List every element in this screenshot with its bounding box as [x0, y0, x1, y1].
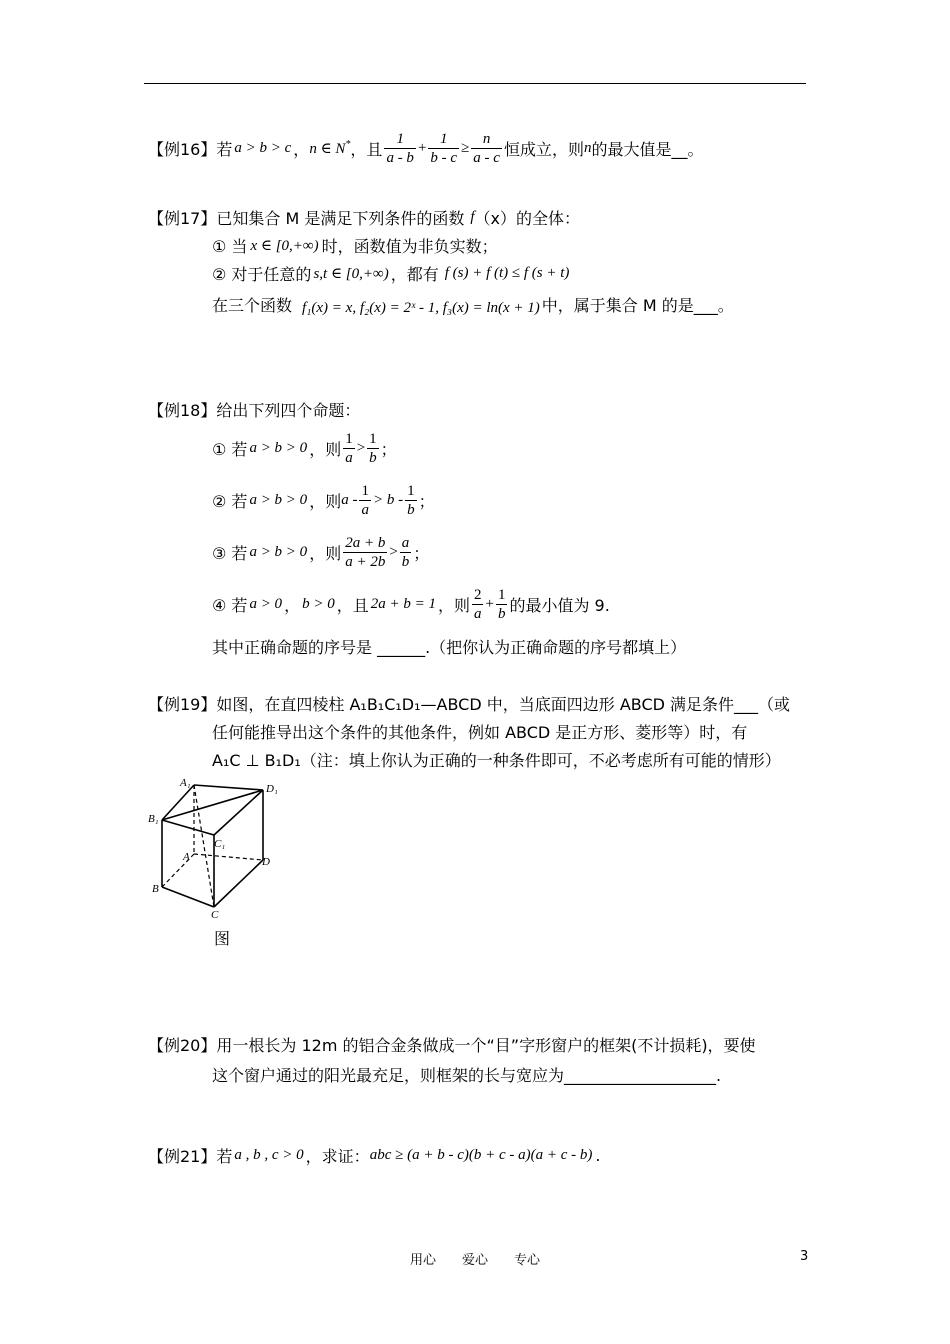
math-text: a > 0 — [249, 595, 283, 612]
text: ，且 — [336, 595, 369, 615]
numerator: a — [401, 534, 410, 551]
math-text: s,t ∈ [0,+∞) — [313, 265, 389, 282]
text: 在三个函数 — [212, 295, 293, 315]
math-text: a - — [341, 491, 358, 508]
text: ，则 — [437, 595, 470, 615]
proposition-2 — [212, 480, 435, 520]
example-label: 【例18】 — [148, 400, 217, 420]
numerator: 2a + b — [345, 534, 386, 551]
label-b1: B₁ — [148, 813, 159, 825]
example-18-intro — [148, 398, 360, 420]
math-text: f — [470, 208, 475, 225]
example-17-cond-3 — [212, 292, 734, 316]
numerator: n — [471, 130, 502, 149]
proposition-3 — [212, 532, 429, 572]
sup: * — [345, 138, 351, 150]
example-19-line-1 — [148, 692, 790, 715]
fraction — [400, 534, 412, 571]
example-19-line-2: 任何能推导出这个条件的其他条件，例如 ABCD 是正方形、菱形等）时，有 — [212, 723, 748, 742]
text: ③ 若 — [212, 543, 248, 563]
math-cond: a > b > c — [234, 139, 292, 156]
text: 已知集合 M 是满足下列条件的函数 — [216, 208, 465, 228]
numerator: 1 — [369, 430, 377, 447]
text: 用一根长为 12m 的铝合金条做成一个“目”字形窗户的框架(不计损耗)，要使 — [216, 1036, 756, 1055]
example-17-line-1 — [148, 206, 580, 228]
text: 如图，在直四棱柱 A₁B₁C₁D₁—ABCD 中，当底面四边形 ABCD 满足条件___（或 — [216, 695, 791, 714]
example-17-cond-1 — [212, 234, 498, 256]
operator: ≥ — [461, 139, 470, 156]
fraction — [471, 130, 502, 167]
math-text: f (s) + f (t) ≤ f (s + t) — [444, 264, 570, 281]
example-16 — [148, 128, 703, 168]
text: 的最小值为 9. — [509, 595, 610, 615]
example-label: 【例19】 — [148, 695, 217, 714]
math-cond — [309, 139, 350, 158]
fraction — [405, 482, 417, 519]
numerator: 1 — [407, 482, 415, 499]
fraction — [496, 586, 508, 623]
example-20-line-2: 这个窗户通过的阳光最充足，则框架的长与宽应为___________________. — [212, 1066, 722, 1085]
proposition-4 — [212, 584, 610, 624]
text: 若 — [216, 1146, 233, 1166]
text: . — [595, 1145, 601, 1165]
math-text: a > b > 0 — [249, 439, 308, 456]
numerator: 1 — [361, 482, 369, 499]
text: ，都有 — [390, 264, 439, 284]
page-footer: 用心 爱心 专心 — [409, 1253, 540, 1268]
numerator: 1 — [497, 586, 506, 603]
math-text: b > 0 — [302, 595, 335, 612]
fraction — [472, 586, 484, 623]
text: ； — [418, 491, 435, 511]
text: 时，函数值为非负实数； — [321, 236, 498, 256]
denominator: a - c — [473, 149, 500, 166]
page-number: 3 — [800, 1249, 809, 1264]
example-18-answer: 其中正确命题的序号是 ______.（把你认为正确命题的序号都填上） — [212, 638, 687, 657]
text: ； — [380, 439, 397, 459]
denominator: b — [407, 501, 415, 518]
text: 的最大值是__。 — [591, 139, 704, 159]
text: ， — [293, 139, 310, 159]
label-c: C — [211, 909, 219, 920]
text: 恒成立，则 — [503, 139, 584, 159]
fraction — [343, 534, 387, 571]
text: ，则 — [309, 543, 342, 563]
text: （x）的全体： — [474, 208, 581, 228]
operator: + — [485, 595, 494, 612]
example-20-line-1 — [148, 1033, 756, 1056]
operator: > — [389, 543, 398, 560]
math-text: x ∈ [0,+∞) — [250, 237, 319, 254]
text: ； — [413, 543, 430, 563]
prism-figure — [140, 770, 300, 920]
math-text: a > b > 0 — [249, 491, 308, 508]
label-b: B — [152, 883, 159, 895]
fraction — [367, 430, 379, 467]
numerator: 2 — [473, 586, 482, 603]
denominator: b — [401, 553, 410, 570]
math-text: a , b , c > 0 — [234, 1146, 304, 1163]
label-d: D — [262, 856, 270, 868]
text: ， — [284, 595, 301, 615]
math-text: n ∈ N — [309, 140, 346, 157]
math-text: abc ≥ (a + b - c)(b + c - a)(a + c - b) — [369, 1146, 593, 1163]
example-label: 【例17】 — [148, 208, 217, 228]
fraction — [428, 130, 459, 167]
figure-caption: 图 — [214, 931, 231, 948]
text: ② 若 — [212, 491, 248, 511]
label-a: A — [183, 851, 190, 863]
text: 给出下列四个命题： — [216, 400, 361, 420]
math-text: a > b > 0 — [249, 543, 308, 560]
denominator: b — [369, 449, 377, 466]
math-text: > b - — [372, 491, 404, 508]
header-rule — [144, 83, 806, 84]
label-d1: D₁ — [266, 783, 278, 795]
text: 中，属于集合 M 的是___。 — [541, 295, 734, 315]
numerator: 1 — [345, 430, 353, 447]
example-label: 【例16】 — [148, 139, 217, 159]
math-text: n — [583, 139, 592, 156]
operator: + — [417, 139, 427, 156]
proposition-1 — [212, 428, 397, 468]
denominator: a — [361, 501, 369, 518]
label-c1: C₁ — [214, 838, 226, 850]
denominator: b — [497, 605, 506, 622]
numerator: 1 — [428, 130, 459, 149]
denominator: a - b — [386, 149, 414, 166]
denominator: b - c — [430, 149, 458, 166]
example-17-cond-2 — [212, 262, 569, 284]
text: ，求证： — [305, 1146, 370, 1166]
fraction — [359, 482, 371, 519]
example-21 — [148, 1144, 600, 1166]
example-19-line-3: A₁C ⊥ B₁D₁（注：填上你认为正确的一种条件即可，不必考虑所有可能的情形） — [212, 751, 781, 770]
denominator: a — [473, 605, 482, 622]
numerator: 1 — [384, 130, 416, 149]
fraction — [384, 130, 416, 167]
example-label: 【例21】 — [148, 1146, 217, 1166]
operator: > — [356, 439, 366, 456]
text: 若 — [216, 139, 233, 159]
denominator: a + 2b — [345, 553, 386, 570]
text: ，且 — [350, 139, 383, 159]
fraction — [343, 430, 355, 467]
text: ，则 — [309, 439, 342, 459]
text: ② 对于任意的 — [212, 264, 312, 284]
math-text: f₁(x) = x, f₂(x) = 2ˣ - 1, f₃(x) = ln(x + 1) — [302, 299, 540, 316]
text: ① 若 — [212, 439, 248, 459]
text: ④ 若 — [212, 595, 248, 615]
label-a1: A₁ — [180, 777, 191, 789]
math-text: 2a + b = 1 — [370, 595, 436, 612]
text: ，则 — [309, 491, 342, 511]
denominator: a — [345, 449, 353, 466]
text: ① 当 — [212, 236, 248, 256]
example-label: 【例20】 — [148, 1036, 217, 1055]
